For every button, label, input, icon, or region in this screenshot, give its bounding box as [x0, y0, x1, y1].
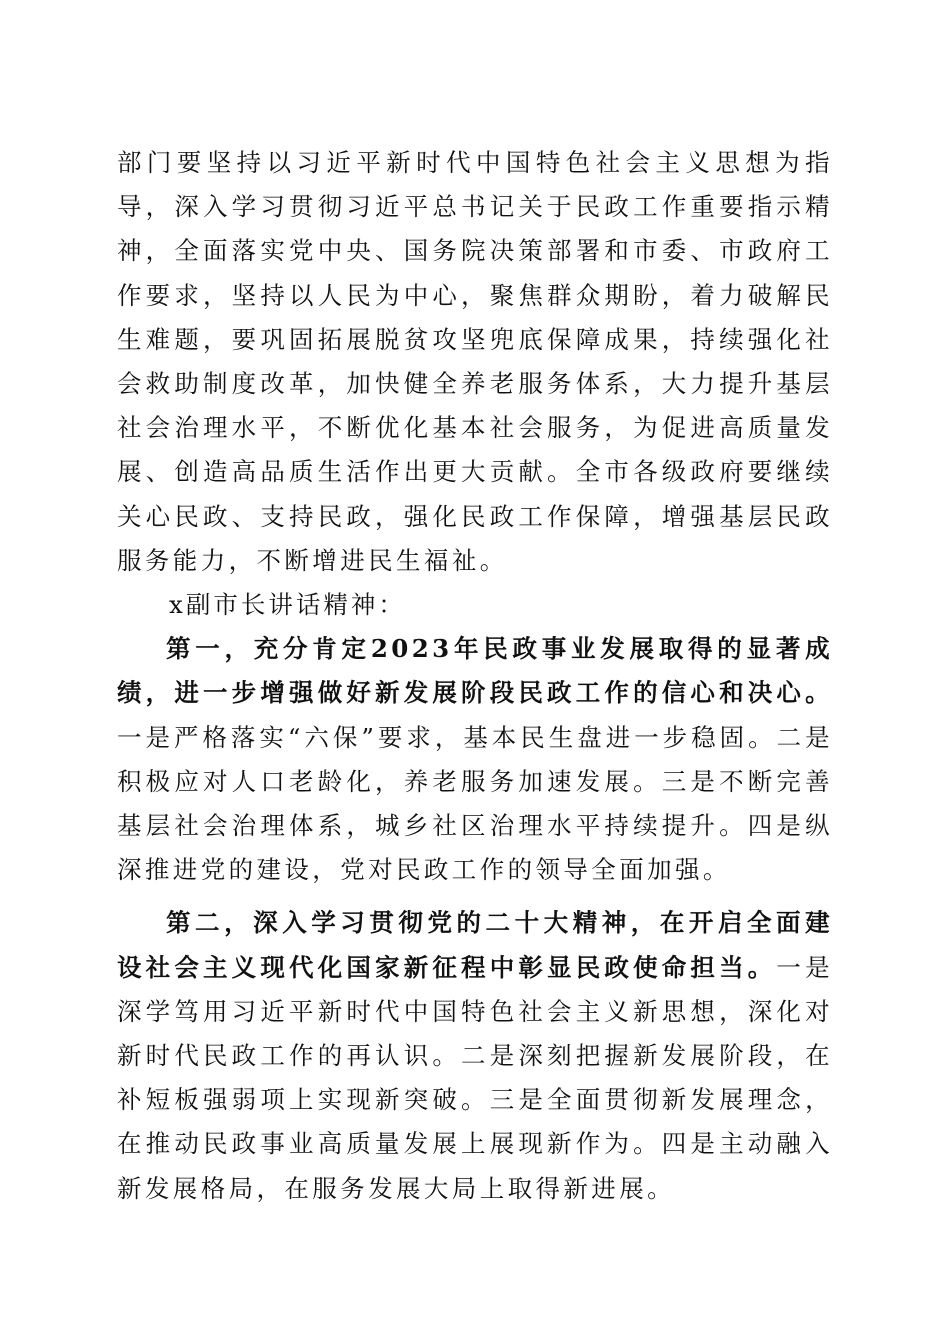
- section-label: x副市长讲话精神：: [169, 590, 406, 620]
- document-body: [117, 141, 833, 1211]
- point-1-heading: 第一，充分肯定2023年民政事业发展取得的显著成绩，进一步增强做好新发展阶段民政工作的信心和决心。: [117, 634, 833, 708]
- paragraph-1: 部门要坚持以习近平新时代中国特色社会主义思想为指导，深入学习贯彻习近平总书记关于民政工作重要指示精神，全面落实党中央、国务院决策部署和市委、市政府工作要求，坚持以人民为中心，聚焦群众期盼，着力破解民生难题，要巩固拓展脱贫攻坚兜底保障成果，持续强化社会救助制度改革，加快健全养老服务体系，大力提升基层社会治理水平，不断优化基本社会服务，为促进高质量发展、创造高品质生活作出更大贡献。全市各级政府要继续关心民政、支持民政，强化民政工作保障，增强基层民政服务能力，不断增进民生福祉。: [117, 148, 833, 575]
- point-1-body: 一是严格落实“六保”要求，基本民生盘进一步稳固。二是积极应对人口老龄化，养老服务加速发展。三是不断完善基层社会治理体系，城乡社区治理水平持续提升。四是纵深推进党的建设，党对民政工作的领导全面加强。: [117, 722, 833, 885]
- point-2-heading: 第二，深入学习贯彻党的二十大精神，在开启全面建设社会主义现代化国家新征程中彰显民政使命担当。: [117, 908, 833, 982]
- point-1-paragraph: [117, 627, 833, 892]
- point-2-paragraph: [117, 901, 833, 1210]
- point-2-body: 一是深学笃用习近平新时代中国特色社会主义新思想，深化对新时代民政工作的再认识。二是深刻把握新发展阶段，在补短板强弱项上实现新突破。三是全面贯彻新发展理念，在推动民政事业高质量发展上展现新作为。四是主动融入新发展格局，在服务发展大局上取得新进展。: [117, 952, 833, 1203]
